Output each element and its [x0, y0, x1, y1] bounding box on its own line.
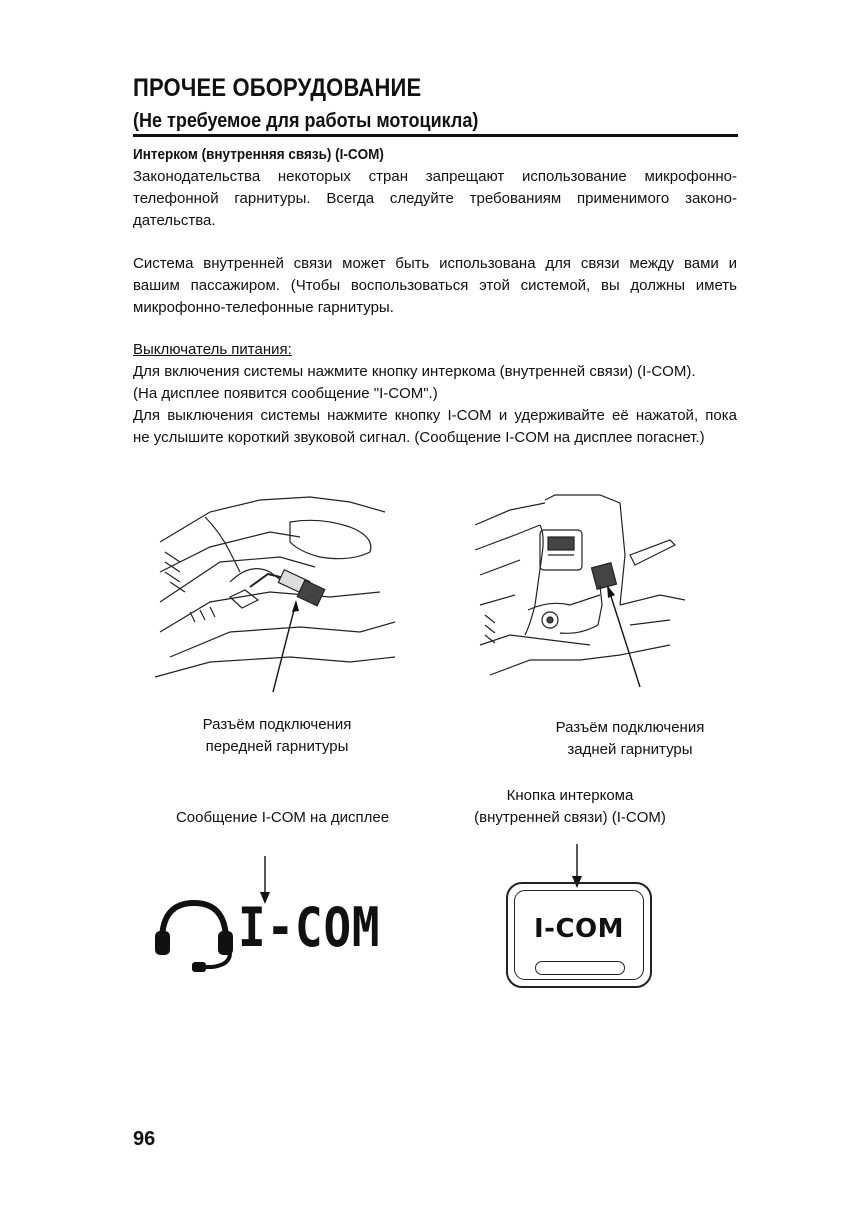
page-subtitle: (Не требуемое для работы мотоцикла)	[133, 110, 479, 132]
power-switch-label: Выключатель питания:	[133, 341, 292, 358]
page-number: 96	[133, 1128, 156, 1150]
display-message-caption: Сообщение I-COM на дисплее	[175, 809, 390, 826]
paragraph-legal	[133, 166, 737, 232]
caption-line: Разъём подключения	[202, 716, 352, 733]
button-caption	[465, 785, 675, 829]
headset-icon	[152, 893, 242, 978]
caption-line: Разъём подключения	[555, 719, 705, 736]
front-connector-leader	[270, 600, 300, 695]
page-title: ПРОЧЕЕ ОБОРУДОВАНИЕ	[133, 74, 422, 102]
rear-connector-caption	[525, 717, 735, 761]
caption-line: задней гарнитуры	[567, 741, 693, 758]
rear-connector-illustration	[470, 495, 685, 685]
caption-line: (внутренней связи) (I-COM)	[474, 809, 666, 826]
paragraph-line: вашим пассажиром. (Чтобы воспользоваться этой системой, вы должны иметь	[133, 277, 737, 294]
paragraph-line: не услышите короткий звуковой сигнал. (Сообщение I-COM на дисплее погаснет.)	[133, 429, 705, 446]
display-icom-text: I-COM	[238, 896, 381, 959]
rear-connector-leader	[605, 585, 645, 690]
paragraph-line: (На дисплее появится сообщение "I-COM".)	[133, 385, 438, 402]
caption-line: передней гарнитуры	[205, 738, 349, 755]
section-heading: Интерком (внутренняя связь) (I-COM)	[133, 146, 384, 163]
front-connector-caption	[172, 714, 382, 758]
paragraph-line: телефонной гарнитуры. Всегда следуйте требованиям применимого законо-	[133, 190, 737, 207]
paragraph-line: Для выключения системы нажмите кнопку I-COM и удерживайте её нажатой, пока	[133, 407, 737, 424]
icom-button-label: I-COM	[533, 914, 625, 944]
icom-button[interactable]	[506, 882, 652, 988]
icom-button-indicator	[535, 961, 625, 975]
title-rule	[133, 134, 738, 137]
paragraph-power	[133, 339, 737, 449]
paragraph-line: Система внутренней связи может быть использована для связи между вами и	[133, 255, 737, 272]
paragraph-line: микрофонно-телефонные гарнитуры.	[133, 299, 394, 316]
paragraph-system	[133, 253, 737, 319]
paragraph-line: дательства.	[133, 212, 216, 229]
paragraph-line: Законодательства некоторых стран запрещают использование микрофонно-	[133, 168, 737, 185]
paragraph-line: Для включения системы нажмите кнопку интеркома (внутренней связи) (I-COM).	[133, 363, 696, 380]
caption-line: Кнопка интеркома	[506, 787, 634, 804]
